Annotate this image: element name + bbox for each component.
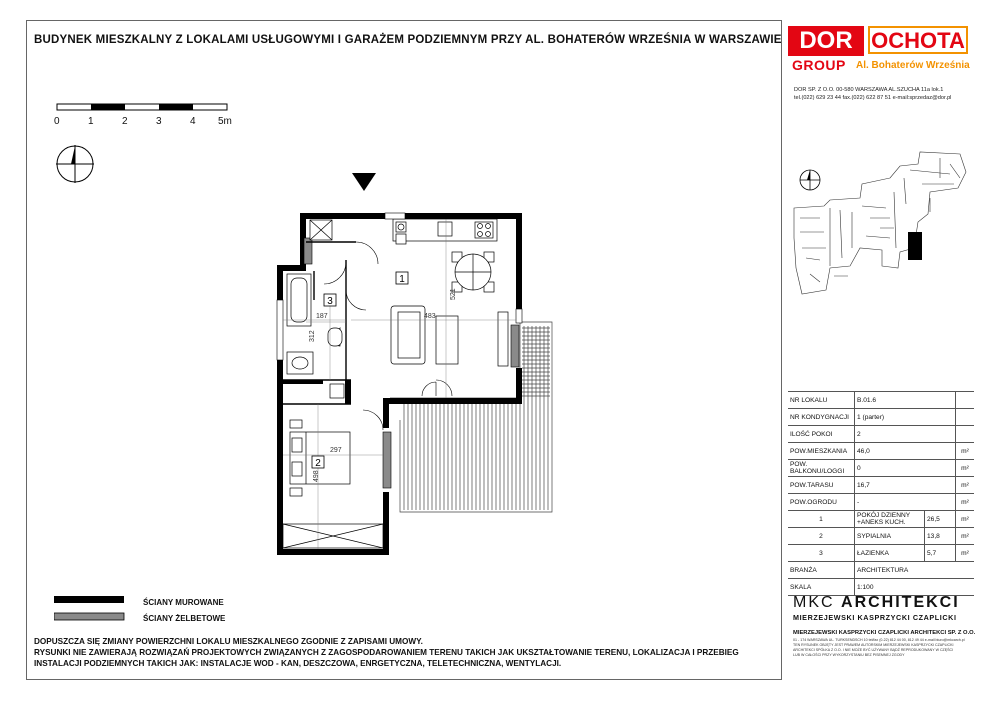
- fineprint-line: LUB W CAŁOŚCI PRZY WYKORZYSTANIU BEZ PISEMNEJ ZGODY: [793, 653, 905, 657]
- table-cell: m²: [956, 477, 975, 494]
- notes: [34, 636, 774, 669]
- unit-info-table: [788, 391, 974, 596]
- table-cell: 5,7: [925, 545, 956, 562]
- key-plan: [790, 148, 976, 298]
- sofa: [391, 306, 508, 366]
- entrance-arrow-icon: [350, 171, 378, 193]
- table-row: [788, 579, 974, 596]
- architect-firm: MIERZEJEWSKI KASPRZYCKI CZAPLICKI ARCHITEKCI SP. Z O.O.: [793, 630, 976, 636]
- table-row: [788, 562, 974, 579]
- note-line: INSTALACJI PODZIEMNYCH TAKICH JAK: INSTALACJE WOD - KAN, DESZCZOWA, ENRGETYCZNA, TELETECHNICZNA, WENTYLACJI.: [34, 659, 562, 668]
- dimension-label: 483: [424, 313, 436, 320]
- table-cell: [956, 426, 975, 443]
- concrete-swatch: [54, 613, 124, 620]
- table-row: [788, 511, 974, 528]
- table-cell: ŁAZIENKA: [855, 545, 925, 562]
- fineprint-line: TEN RYSUNEK OBJĘTY JEST PRAWEM AUTORSKIM MIERZEJEWSKI KASPRZYCKI CZAPLICKI: [793, 643, 954, 647]
- table-cell: B.01.6: [855, 392, 956, 409]
- table-cell: m²: [956, 460, 975, 477]
- room-number: 3: [327, 296, 333, 307]
- architect-names: MIERZEJEWSKI KASPRZYCKI CZAPLICKI: [793, 613, 957, 622]
- table-cell: SYPIALNIA: [855, 528, 925, 545]
- logo-ochota: OCHOTA: [868, 26, 968, 54]
- table-cell: 26,5: [925, 511, 956, 528]
- table-cell: [956, 409, 975, 426]
- note-line: DOPUSZCZA SIĘ ZMIANY POWIERZCHNI LOKALU MIESZKALNEGO ZGODNIE Z ZAPISAMI UMOWY.: [34, 637, 423, 646]
- table-cell: 0: [855, 460, 956, 477]
- table-row: [788, 443, 974, 460]
- table-cell: NR LOKALU: [788, 392, 855, 409]
- table-row: [788, 477, 974, 494]
- table-cell: 1: [788, 511, 855, 528]
- dor-ochota-logo: [788, 26, 974, 72]
- table-cell: 3: [788, 545, 855, 562]
- table-cell: 1 (parter): [855, 409, 956, 426]
- table-cell: m²: [956, 545, 975, 562]
- fineprint-line: ARCHITEKCI SPÓŁKA Z O.O. I NIE MOŻE BYĆ UŻYWANY BĄDŹ REPRODUKOWANY W CZĘŚCI: [793, 648, 954, 652]
- table-cell: POKÓJ DZIENNY +ANEKS KUCH.: [855, 511, 925, 528]
- table-cell: m²: [956, 528, 975, 545]
- scale-bar: [50, 100, 240, 116]
- architect-fineprint: [793, 638, 971, 658]
- table-cell: 16,7: [855, 477, 956, 494]
- compass-icon: [54, 143, 96, 185]
- legend-concrete-label: ŚCIANY ŻELBETOWE: [143, 614, 226, 623]
- key-plan-highlight: [908, 232, 922, 260]
- drawing-title: BUDYNEK MIESZKALNY Z LOKALAMI USŁUGOWYMI I GARAŻEM PODZIEMNYM PRZY AL. BOHATERÓW WRZEŚNIA W WARSZAWIE: [34, 34, 782, 46]
- room-number: 1: [399, 274, 405, 285]
- table-cell: ILOŚĆ POKOI: [788, 426, 855, 443]
- logo-sub: Al. Bohaterów Września: [856, 60, 970, 71]
- scale-label: 3: [156, 116, 162, 127]
- table-cell: 46,0: [855, 443, 956, 460]
- company-line: DOR SP. Z O.O. 00-580 WARSZAWA AL.SZUCHA 11a lok.1: [794, 87, 944, 93]
- table-cell: 1:100: [855, 579, 975, 596]
- table-cell: NR KONDYGNACJI: [788, 409, 855, 426]
- table-row: [788, 409, 974, 426]
- fineprint-line: 01 - 174 WARSZAWA UL. TURKSENDSCH 10 tel/fax (0-22) 812 44 00, 812 49 44 e-mail biuro@mkcarch.pl: [793, 638, 965, 642]
- table-cell: BRANŻA: [788, 562, 855, 579]
- architect-logo: [793, 594, 960, 612]
- scale-label: 2: [122, 116, 128, 127]
- dimension-label: 521: [450, 288, 457, 300]
- dimension-label: 187: [316, 313, 328, 320]
- table-cell: m²: [956, 443, 975, 460]
- table-row: [788, 528, 974, 545]
- legend-swatches: [54, 594, 128, 624]
- masonry-swatch: [54, 596, 124, 603]
- table-cell: m²: [956, 494, 975, 511]
- table-cell: POW.TARASU: [788, 477, 855, 494]
- table-cell: POW. BALKONU/LOGGI: [788, 460, 855, 477]
- architect-logo-mkc: MKC: [793, 594, 835, 611]
- table-cell: [956, 392, 975, 409]
- architect-logo-architekci: ARCHITEKCI: [841, 594, 960, 611]
- table-cell: POW.OGRODU: [788, 494, 855, 511]
- bed: [283, 420, 383, 548]
- table-cell: POW.MIESZKANIA: [788, 443, 855, 460]
- table-row: [788, 392, 974, 409]
- table-cell: 13,8: [925, 528, 956, 545]
- legend-masonry-label: ŚCIANY MUROWANE: [143, 598, 224, 607]
- table-cell: 2: [788, 528, 855, 545]
- logo-group: GROUP: [792, 57, 846, 73]
- table-cell: -: [855, 494, 956, 511]
- table-cell: SKALA: [788, 579, 855, 596]
- scale-label: 0: [54, 116, 60, 127]
- company-line: tel.(022) 629 23 44 fax.(022) 622 87 51 e-mail:sprzedaz@dor.pl: [794, 95, 952, 101]
- dimension-label: 312: [309, 330, 316, 342]
- table-row: [788, 460, 974, 477]
- dimension-label: 297: [330, 447, 342, 454]
- table-row: [788, 494, 974, 511]
- note-line: RYSUNKI NIE ZAWIERAJĄ ROZWIĄZAŃ PROJEKTOWYCH ZWIĄZANYCH Z ZAGOSPODAROWANIEM TERENU TAKICH JAK UKSZTAŁTOWANIE TERENU, LOKALIZACJA I PRZEBIEG: [34, 648, 739, 657]
- kitchen: [393, 219, 497, 244]
- table-cell: 2: [855, 426, 956, 443]
- table-row: [788, 545, 974, 562]
- company-address: [794, 86, 951, 102]
- scale-label: 4: [190, 116, 196, 127]
- logo-dor: DOR: [788, 26, 864, 56]
- room-number: 2: [315, 458, 321, 469]
- dining-table: [452, 252, 494, 292]
- dimension-label: 498: [313, 470, 320, 482]
- scale-label: 1: [88, 116, 94, 127]
- table-cell: m²: [956, 511, 975, 528]
- floor-plan: [270, 205, 560, 565]
- table-row: [788, 426, 974, 443]
- table-cell: ARCHITEKTURA: [855, 562, 975, 579]
- scale-label: 5m: [218, 116, 232, 127]
- bathroom-fixtures: [287, 220, 344, 398]
